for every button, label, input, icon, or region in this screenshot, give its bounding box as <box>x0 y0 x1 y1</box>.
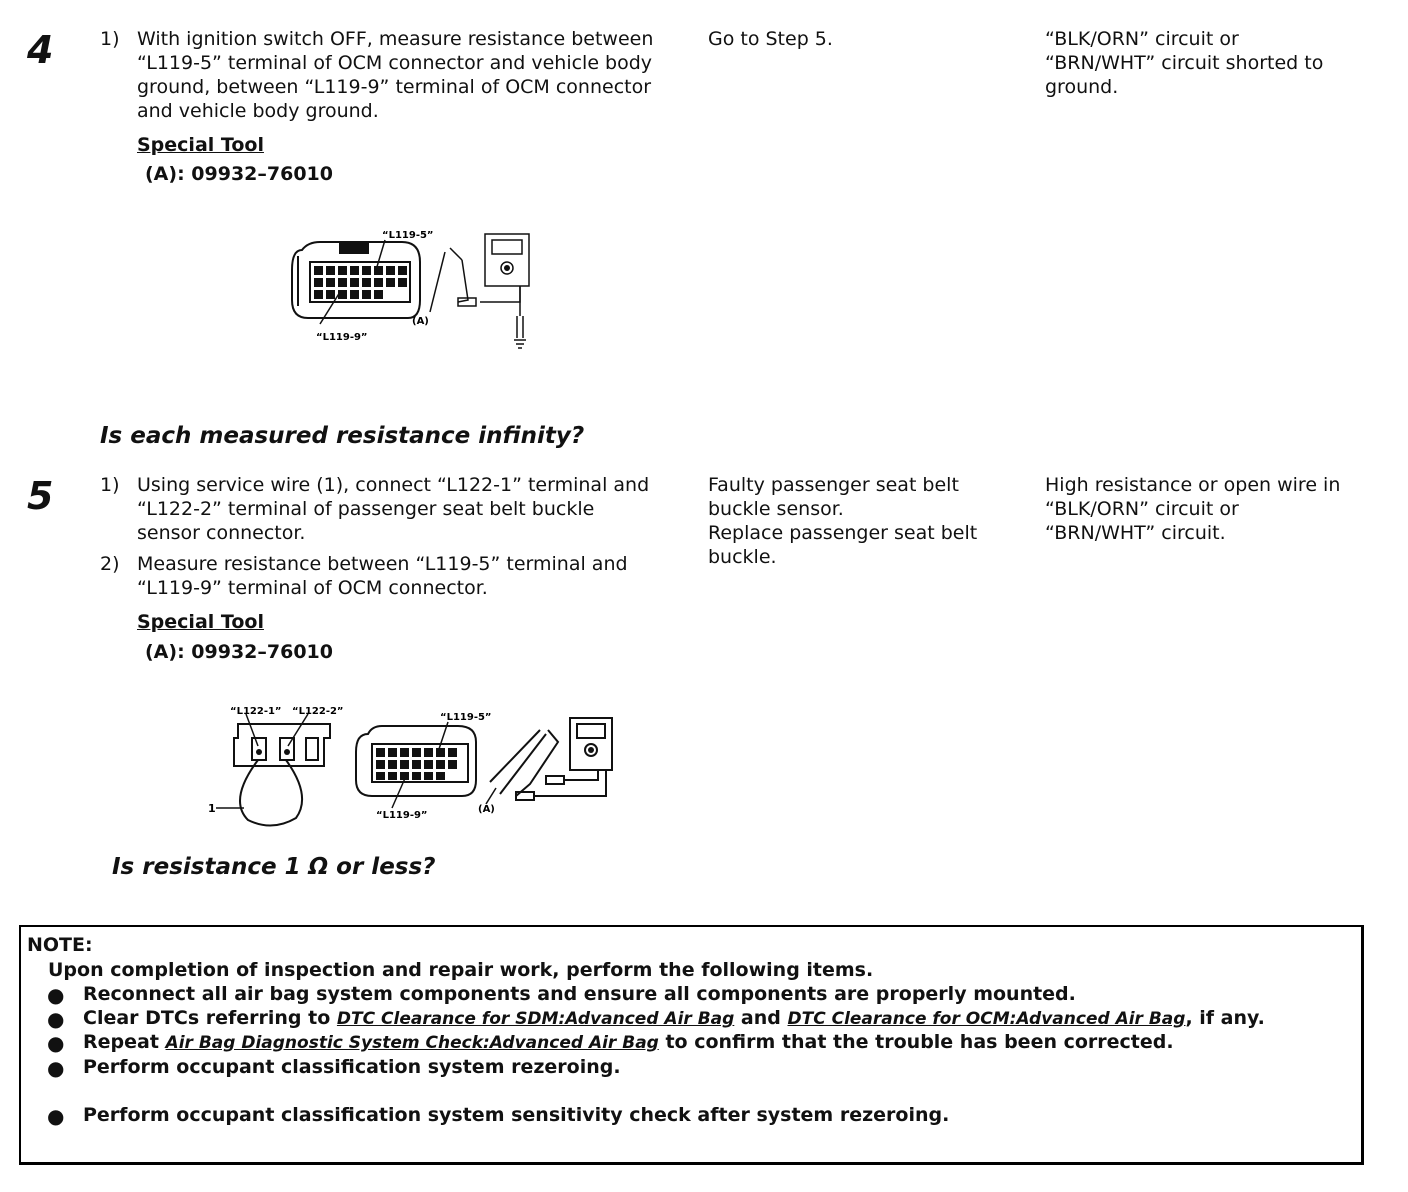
step-4-no-line-1: “BLK/ORN” circuit or <box>1045 28 1239 50</box>
step-4-special-tool-value: (A): 09932–76010 <box>145 163 333 185</box>
note-item-clear-dtcs-prefix: Clear DTCs referring to <box>83 1007 331 1029</box>
step-5-item-1-line-1: Using service wire (1), connect “L122-1” terminal and <box>137 474 650 496</box>
step-5-no-line-1: High resistance or open wire in <box>1045 474 1341 496</box>
note-item-sensitivity-check: Perform occupant classification system sensitivity check after system rezeroing. <box>83 1104 950 1126</box>
step-4-label-l119-9: “L119-9” <box>316 332 368 343</box>
note-item-repeat-prefix: Repeat <box>83 1031 159 1053</box>
step-4-item-1-line-2: “L119-5” terminal of OCM connector and vehicle body <box>137 52 653 74</box>
step-5-yes-line-2: buckle sensor. <box>708 498 844 520</box>
step-4-no-line-2: “BRN/WHT” circuit shorted to <box>1045 52 1324 74</box>
note-title: NOTE: <box>27 934 93 956</box>
link-air-bag-diagnostic-system-check[interactable]: Air Bag Diagnostic System Check:Advanced Air Bag <box>165 1033 659 1053</box>
step-5-no-line-2: “BLK/ORN” circuit or <box>1045 498 1239 520</box>
note-item-clear-dtcs-mid: and <box>740 1007 781 1029</box>
note-intro: Upon completion of inspection and repair work, perform the following items. <box>48 959 874 981</box>
note-item-clear-dtcs-suffix: , if any. <box>1185 1007 1265 1029</box>
note-item-repeat-suffix: to confirm that the trouble has been corrected. <box>665 1031 1174 1053</box>
note-bullet-4: ● <box>47 1056 65 1080</box>
step-5-item-2-line-2: “L119-9” terminal of OCM connector. <box>137 577 488 599</box>
step-5-item-2-line-1: Measure resistance between “L119-5” terminal and <box>137 553 628 575</box>
note-bullet-1: ● <box>47 983 65 1007</box>
step-5-number: 5 <box>27 474 54 518</box>
step-5-connector-diagram <box>200 700 620 835</box>
step-4-item-1-line-3: ground, between “L119-9” terminal of OCM connector <box>137 76 652 98</box>
step-5-special-tool-value: (A): 09932–76010 <box>145 641 333 663</box>
step-4-item-1-line-4: and vehicle body ground. <box>137 100 379 122</box>
step-5-label-wire-1: 1 <box>208 802 216 815</box>
step-4-label-l119-5: “L119-5” <box>382 230 434 241</box>
link-dtc-clearance-sdm[interactable]: DTC Clearance for SDM:Advanced Air Bag <box>336 1009 735 1029</box>
step-4-question: Is each measured resistance infinity? <box>100 423 585 449</box>
step-5-yes-line-3: Replace passenger seat belt <box>708 522 978 544</box>
step-5-label-l122-1: “L122-1” <box>230 706 282 717</box>
note-item-repeat-check <box>83 1031 1174 1053</box>
note-item-rezeroing: Perform occupant classification system rezeroing. <box>83 1056 621 1078</box>
step-5-label-l122-2: “L122-2” <box>292 706 344 717</box>
step-4-no-line-3: ground. <box>1045 76 1119 98</box>
note-bullet-2: ● <box>47 1007 65 1031</box>
note-bullet-5: ● <box>47 1104 65 1128</box>
step-4-yes-text: Go to Step 5. <box>708 28 833 50</box>
step-5-item-2-label: 2) <box>100 553 120 575</box>
note-item-reconnect: Reconnect all air bag system components and ensure all components are properly mounted. <box>83 983 1076 1005</box>
note-item-clear-dtcs <box>83 1007 1265 1029</box>
link-dtc-clearance-ocm[interactable]: DTC Clearance for OCM:Advanced Air Bag <box>787 1009 1186 1029</box>
step-5-yes-line-1: Faulty passenger seat belt <box>708 474 959 496</box>
step-5-question: Is resistance 1 Ω or less? <box>112 854 436 880</box>
note-bullet-3: ● <box>47 1031 65 1055</box>
step-5-item-1-label: 1) <box>100 474 120 496</box>
step-5-label-tool-a: (A) <box>478 804 495 815</box>
step-4-special-tool-title: Special Tool <box>137 134 264 156</box>
step-5-special-tool-title: Special Tool <box>137 611 264 633</box>
step-5-item-1-line-2: “L122-2” terminal of passenger seat belt buckle <box>137 498 595 520</box>
step-5-yes-line-4: buckle. <box>708 546 777 568</box>
step-5-no-line-3: “BRN/WHT” circuit. <box>1045 522 1226 544</box>
step-5-label-l119-9: “L119-9” <box>376 810 428 821</box>
step-5-item-1-line-3: sensor connector. <box>137 522 306 544</box>
step-4-item-1-label: 1) <box>100 28 120 50</box>
step-4-label-tool-a: (A) <box>412 316 429 327</box>
step-5-label-l119-5: “L119-5” <box>440 712 492 723</box>
step-4-connector-diagram <box>280 220 540 355</box>
step-4-item-1-line-1: With ignition switch OFF, measure resistance between <box>137 28 654 50</box>
step-4-number: 4 <box>27 28 54 72</box>
